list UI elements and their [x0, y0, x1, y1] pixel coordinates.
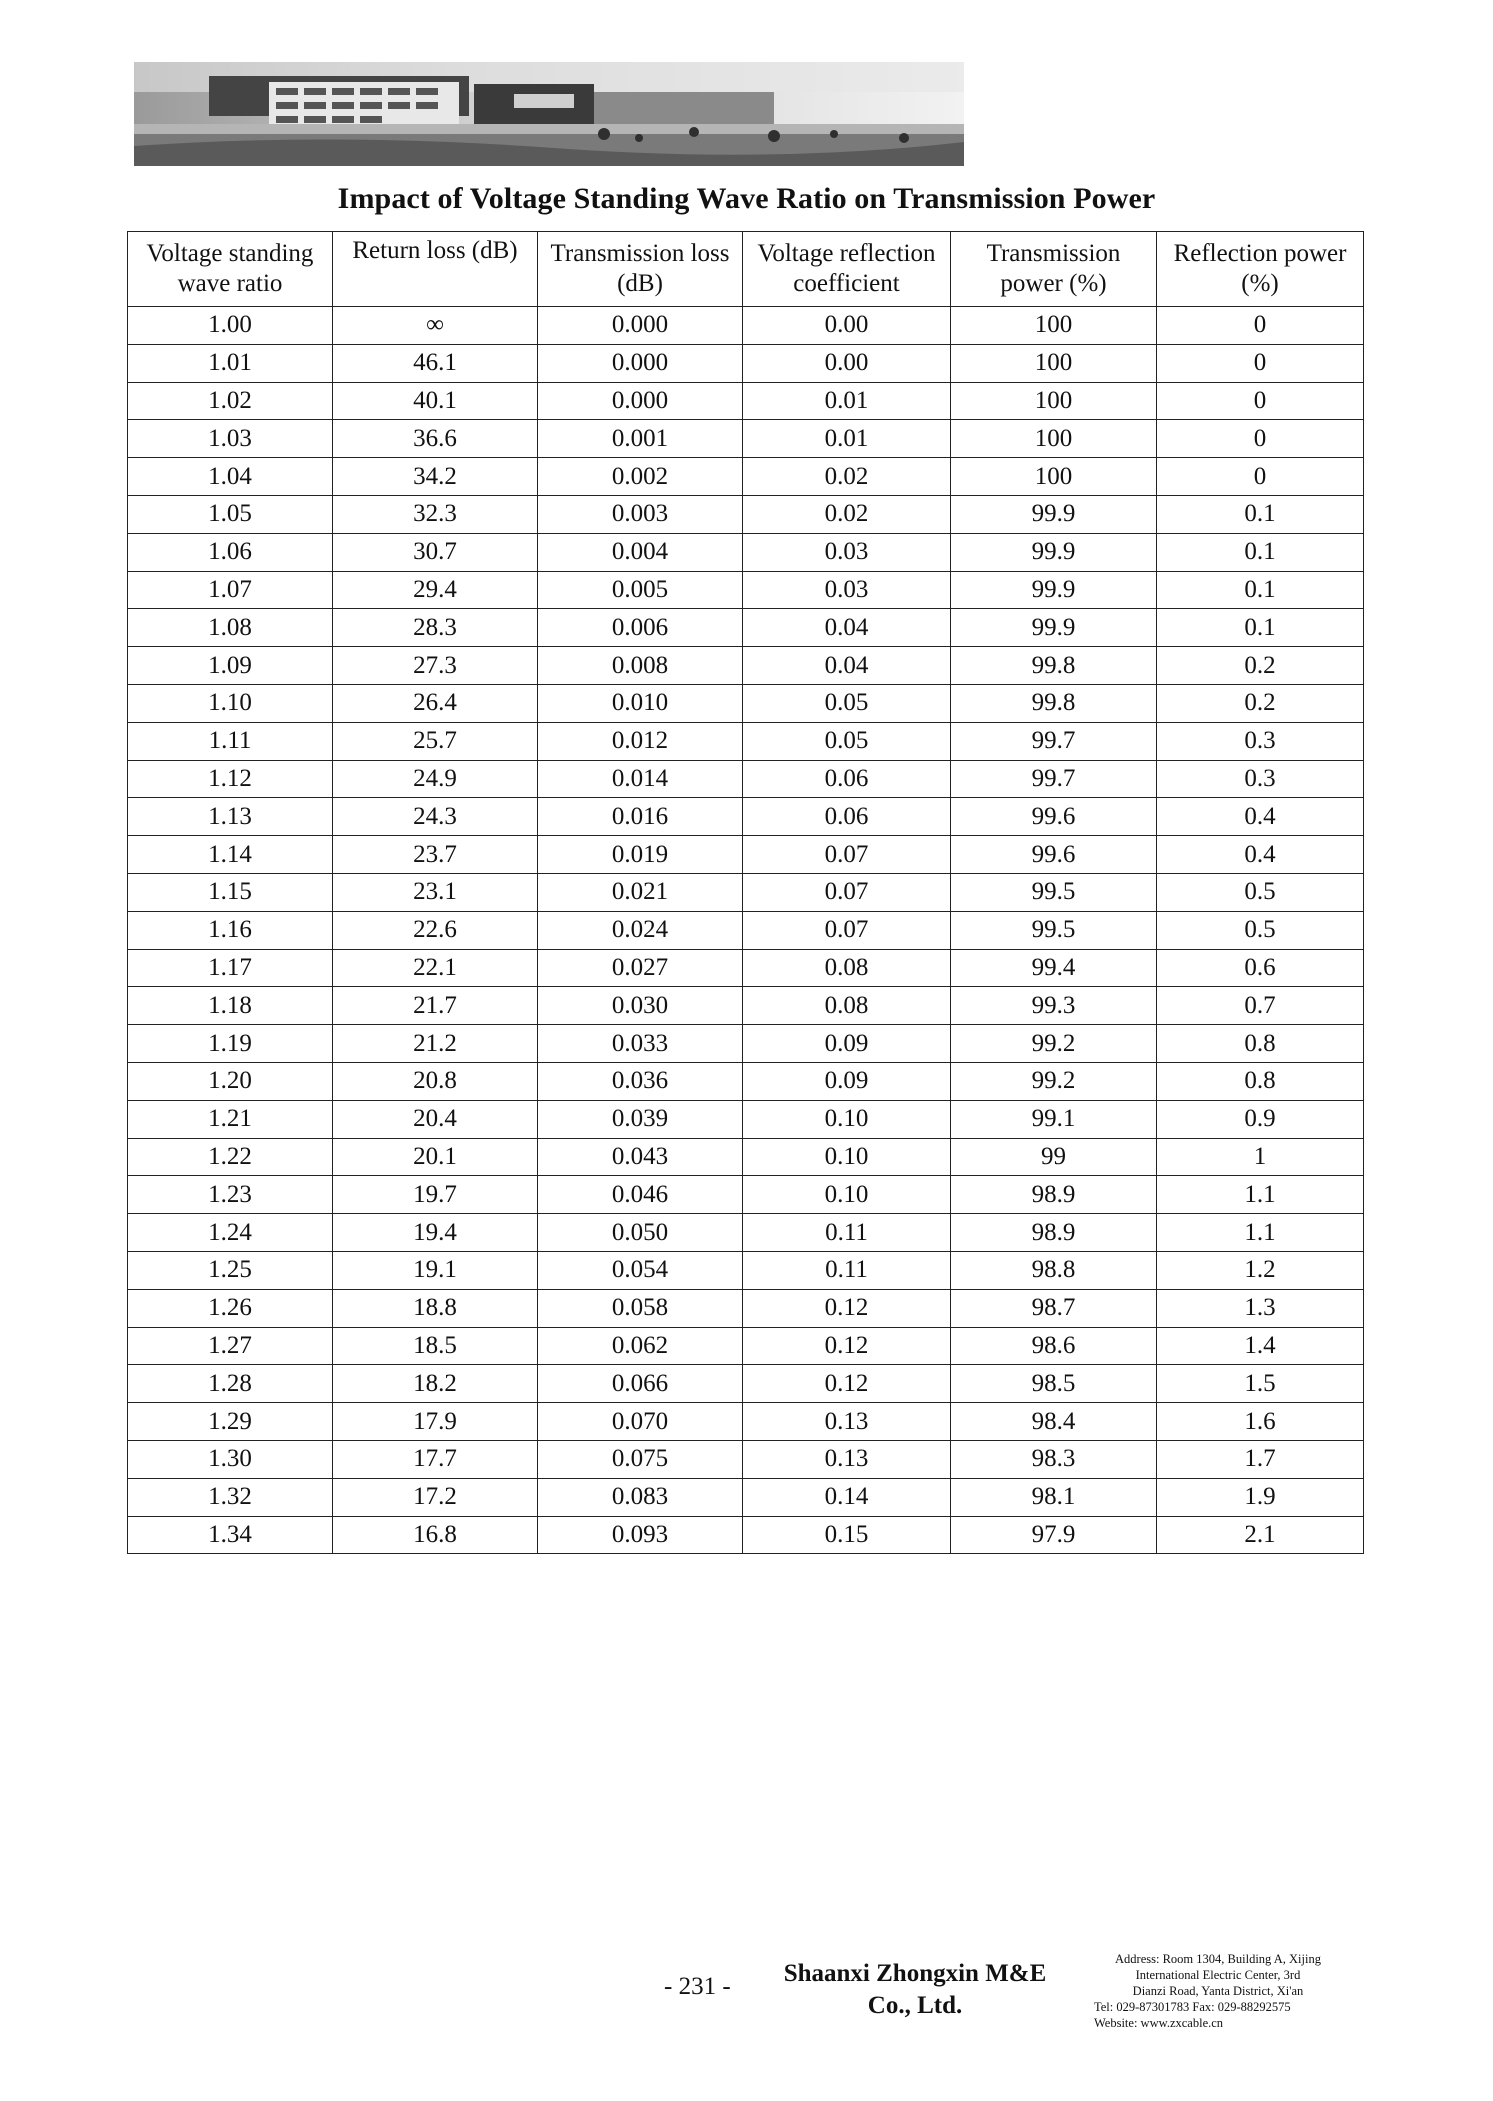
reflection-coefficient-cell: 0.03 — [743, 571, 951, 609]
reflection-power-cell: 0.4 — [1157, 836, 1364, 874]
transmission-loss-cell: 0.046 — [538, 1176, 743, 1214]
reflection-coefficient-cell: 0.13 — [743, 1403, 951, 1441]
table-row — [128, 1214, 1364, 1252]
reflection-power-cell: 2.1 — [1157, 1516, 1364, 1554]
transmission-power-cell: 99.2 — [951, 1025, 1157, 1063]
transmission-loss-cell: 0.003 — [538, 495, 743, 533]
reflection-coefficient-cell: 0.04 — [743, 647, 951, 685]
table-row — [128, 1478, 1364, 1516]
vswr-cell: 1.20 — [128, 1062, 333, 1100]
return-loss-cell: 19.1 — [333, 1251, 538, 1289]
reflection-power-cell: 1.5 — [1157, 1365, 1364, 1403]
return-loss-cell: 20.1 — [333, 1138, 538, 1176]
address-line3: Dianzi Road, Yanta District, Xi'an — [1132, 1984, 1304, 1998]
transmission-loss-cell: 0.030 — [538, 987, 743, 1025]
header-transmission-loss: Transmission loss (dB) — [538, 232, 743, 307]
tel-fax: Tel: 029-87301783 Fax: 029-88292575 — [1094, 2000, 1291, 2014]
transmission-loss-cell: 0.062 — [538, 1327, 743, 1365]
transmission-power-cell: 100 — [951, 307, 1157, 345]
reflection-coefficient-cell: 0.00 — [743, 307, 951, 345]
table-row — [128, 1440, 1364, 1478]
table-row — [128, 987, 1364, 1025]
reflection-coefficient-cell: 0.03 — [743, 533, 951, 571]
vswr-cell: 1.24 — [128, 1214, 333, 1252]
transmission-loss-cell: 0.006 — [538, 609, 743, 647]
reflection-power-cell: 0.3 — [1157, 722, 1364, 760]
reflection-coefficient-cell: 0.06 — [743, 760, 951, 798]
return-loss-cell: 18.2 — [333, 1365, 538, 1403]
transmission-power-cell: 99.2 — [951, 1062, 1157, 1100]
vswr-cell: 1.03 — [128, 420, 333, 458]
company-contact — [1094, 1951, 1342, 2031]
reflection-power-cell: 0.2 — [1157, 647, 1364, 685]
table-row — [128, 1365, 1364, 1403]
table-header-row — [128, 232, 1364, 307]
table-row — [128, 1176, 1364, 1214]
reflection-coefficient-cell: 0.07 — [743, 836, 951, 874]
vswr-cell: 1.25 — [128, 1251, 333, 1289]
reflection-coefficient-cell: 0.08 — [743, 949, 951, 987]
vswr-cell: 1.34 — [128, 1516, 333, 1554]
return-loss-cell: 22.6 — [333, 911, 538, 949]
reflection-coefficient-cell: 0.15 — [743, 1516, 951, 1554]
reflection-power-cell: 0 — [1157, 344, 1364, 382]
transmission-loss-cell: 0.066 — [538, 1365, 743, 1403]
vswr-cell: 1.11 — [128, 722, 333, 760]
return-loss-cell: 18.8 — [333, 1289, 538, 1327]
transmission-power-cell: 99.9 — [951, 609, 1157, 647]
return-loss-cell: 17.2 — [333, 1478, 538, 1516]
reflection-coefficient-cell: 0.13 — [743, 1440, 951, 1478]
transmission-power-cell: 98.1 — [951, 1478, 1157, 1516]
transmission-loss-cell: 0.093 — [538, 1516, 743, 1554]
transmission-power-cell: 99.9 — [951, 495, 1157, 533]
return-loss-cell: 36.6 — [333, 420, 538, 458]
table-row — [128, 760, 1364, 798]
transmission-power-cell: 100 — [951, 420, 1157, 458]
header-transmission-power: Transmission power (%) — [951, 232, 1157, 307]
reflection-coefficient-cell: 0.09 — [743, 1062, 951, 1100]
transmission-loss-cell: 0.021 — [538, 873, 743, 911]
transmission-power-cell: 100 — [951, 344, 1157, 382]
table-row — [128, 609, 1364, 647]
reflection-coefficient-cell: 0.12 — [743, 1327, 951, 1365]
return-loss-cell: 17.7 — [333, 1440, 538, 1478]
header-reflection-power: Reflection power (%) — [1157, 232, 1364, 307]
company-name — [760, 1958, 1070, 2022]
vswr-cell: 1.19 — [128, 1025, 333, 1063]
page-title: Impact of Voltage Standing Wave Ratio on Transmission Power — [337, 182, 1156, 215]
reflection-power-cell: 0 — [1157, 307, 1364, 345]
transmission-power-cell: 99.9 — [951, 533, 1157, 571]
reflection-coefficient-cell: 0.10 — [743, 1176, 951, 1214]
reflection-coefficient-cell: 0.12 — [743, 1289, 951, 1327]
reflection-power-cell: 0.1 — [1157, 495, 1364, 533]
transmission-loss-cell: 0.000 — [538, 307, 743, 345]
vswr-cell: 1.22 — [128, 1138, 333, 1176]
reflection-power-cell: 0 — [1157, 382, 1364, 420]
transmission-loss-cell: 0.075 — [538, 1440, 743, 1478]
page-number: - 231 - — [664, 1973, 731, 2000]
transmission-loss-cell: 0.070 — [538, 1403, 743, 1441]
reflection-power-cell: 1.2 — [1157, 1251, 1364, 1289]
return-loss-cell: 24.3 — [333, 798, 538, 836]
vswr-cell: 1.08 — [128, 609, 333, 647]
transmission-power-cell: 98.7 — [951, 1289, 1157, 1327]
table-row — [128, 1251, 1364, 1289]
vswr-cell: 1.04 — [128, 458, 333, 496]
reflection-coefficient-cell: 0.09 — [743, 1025, 951, 1063]
transmission-power-cell: 99 — [951, 1138, 1157, 1176]
reflection-coefficient-cell: 0.06 — [743, 798, 951, 836]
reflection-power-cell: 1.6 — [1157, 1403, 1364, 1441]
return-loss-cell: 18.5 — [333, 1327, 538, 1365]
reflection-power-cell: 0.1 — [1157, 609, 1364, 647]
reflection-power-cell: 1.9 — [1157, 1478, 1364, 1516]
return-loss-cell: 23.7 — [333, 836, 538, 874]
return-loss-cell: ∞ — [333, 307, 538, 345]
reflection-power-cell: 1.7 — [1157, 1440, 1364, 1478]
reflection-power-cell: 1.3 — [1157, 1289, 1364, 1327]
transmission-power-cell: 99.4 — [951, 949, 1157, 987]
transmission-power-cell: 98.9 — [951, 1176, 1157, 1214]
reflection-coefficient-cell: 0.07 — [743, 873, 951, 911]
reflection-coefficient-cell: 0.00 — [743, 344, 951, 382]
address-line1: Address: Room 1304, Building A, Xijing — [1115, 1952, 1321, 1966]
reflection-coefficient-cell: 0.10 — [743, 1138, 951, 1176]
return-loss-cell: 16.8 — [333, 1516, 538, 1554]
transmission-loss-cell: 0.036 — [538, 1062, 743, 1100]
transmission-loss-cell: 0.004 — [538, 533, 743, 571]
vswr-cell: 1.32 — [128, 1478, 333, 1516]
vswr-cell: 1.26 — [128, 1289, 333, 1327]
transmission-power-cell: 98.5 — [951, 1365, 1157, 1403]
transmission-power-cell: 98.9 — [951, 1214, 1157, 1252]
vswr-cell: 1.29 — [128, 1403, 333, 1441]
return-loss-cell: 21.7 — [333, 987, 538, 1025]
table-row — [128, 836, 1364, 874]
return-loss-cell: 22.1 — [333, 949, 538, 987]
reflection-power-cell: 0.5 — [1157, 911, 1364, 949]
transmission-loss-cell: 0.012 — [538, 722, 743, 760]
table-row — [128, 1403, 1364, 1441]
transmission-power-cell: 97.9 — [951, 1516, 1157, 1554]
transmission-loss-cell: 0.058 — [538, 1289, 743, 1327]
vswr-cell: 1.07 — [128, 571, 333, 609]
transmission-power-cell: 98.3 — [951, 1440, 1157, 1478]
vswr-cell: 1.21 — [128, 1100, 333, 1138]
transmission-loss-cell: 0.019 — [538, 836, 743, 874]
header-reflection-coefficient: Voltage reflection coefficient — [743, 232, 951, 307]
vswr-cell: 1.05 — [128, 495, 333, 533]
vswr-cell: 1.18 — [128, 987, 333, 1025]
reflection-power-cell: 0 — [1157, 458, 1364, 496]
table-row — [128, 382, 1364, 420]
transmission-power-cell: 99.8 — [951, 684, 1157, 722]
transmission-loss-cell: 0.014 — [538, 760, 743, 798]
reflection-power-cell: 0 — [1157, 420, 1364, 458]
reflection-coefficient-cell: 0.10 — [743, 1100, 951, 1138]
reflection-power-cell: 0.8 — [1157, 1062, 1364, 1100]
transmission-loss-cell: 0.083 — [538, 1478, 743, 1516]
vswr-cell: 1.12 — [128, 760, 333, 798]
transmission-loss-cell: 0.000 — [538, 344, 743, 382]
table-row — [128, 344, 1364, 382]
reflection-power-cell: 1.1 — [1157, 1176, 1364, 1214]
vswr-cell: 1.23 — [128, 1176, 333, 1214]
transmission-loss-cell: 0.024 — [538, 911, 743, 949]
return-loss-cell: 26.4 — [333, 684, 538, 722]
return-loss-cell: 27.3 — [333, 647, 538, 685]
transmission-power-cell: 99.5 — [951, 911, 1157, 949]
reflection-power-cell: 0.9 — [1157, 1100, 1364, 1138]
reflection-power-cell: 0.3 — [1157, 760, 1364, 798]
vswr-cell: 1.17 — [128, 949, 333, 987]
transmission-power-cell: 99.6 — [951, 836, 1157, 874]
reflection-coefficient-cell: 0.07 — [743, 911, 951, 949]
reflection-coefficient-cell: 0.08 — [743, 987, 951, 1025]
table-row — [128, 495, 1364, 533]
header-vswr: Voltage standing wave ratio — [128, 232, 333, 307]
reflection-coefficient-cell: 0.11 — [743, 1251, 951, 1289]
reflection-coefficient-cell: 0.11 — [743, 1214, 951, 1252]
reflection-power-cell: 0.4 — [1157, 798, 1364, 836]
table-row — [128, 911, 1364, 949]
reflection-power-cell: 1 — [1157, 1138, 1364, 1176]
vswr-table — [127, 231, 1364, 1554]
transmission-loss-cell: 0.043 — [538, 1138, 743, 1176]
return-loss-cell: 34.2 — [333, 458, 538, 496]
table-row — [128, 1138, 1364, 1176]
vswr-cell: 1.06 — [128, 533, 333, 571]
table-body — [128, 307, 1364, 1554]
transmission-loss-cell: 0.002 — [538, 458, 743, 496]
table-row — [128, 420, 1364, 458]
reflection-coefficient-cell: 0.12 — [743, 1365, 951, 1403]
return-loss-cell: 28.3 — [333, 609, 538, 647]
transmission-power-cell: 99.7 — [951, 722, 1157, 760]
company-name-line1: Shaanxi Zhongxin M&E — [783, 1960, 1047, 1987]
transmission-power-cell: 99.8 — [951, 647, 1157, 685]
vswr-cell: 1.30 — [128, 1440, 333, 1478]
transmission-power-cell: 99.9 — [951, 571, 1157, 609]
vswr-cell: 1.13 — [128, 798, 333, 836]
reflection-power-cell: 0.7 — [1157, 987, 1364, 1025]
vswr-cell: 1.01 — [128, 344, 333, 382]
transmission-loss-cell: 0.010 — [538, 684, 743, 722]
return-loss-cell: 46.1 — [333, 344, 538, 382]
table-row — [128, 1327, 1364, 1365]
header-return-loss: Return loss (dB) — [333, 232, 538, 307]
return-loss-cell: 20.4 — [333, 1100, 538, 1138]
reflection-coefficient-cell: 0.05 — [743, 722, 951, 760]
reflection-power-cell: 0.1 — [1157, 533, 1364, 571]
reflection-coefficient-cell: 0.14 — [743, 1478, 951, 1516]
transmission-power-cell: 99.7 — [951, 760, 1157, 798]
transmission-loss-cell: 0.050 — [538, 1214, 743, 1252]
return-loss-cell: 32.3 — [333, 495, 538, 533]
table-row — [128, 798, 1364, 836]
vswr-cell: 1.00 — [128, 307, 333, 345]
table-row — [128, 949, 1364, 987]
vswr-cell: 1.14 — [128, 836, 333, 874]
reflection-power-cell: 0.8 — [1157, 1025, 1364, 1063]
reflection-power-cell: 1.4 — [1157, 1327, 1364, 1365]
reflection-coefficient-cell: 0.01 — [743, 420, 951, 458]
vswr-cell: 1.09 — [128, 647, 333, 685]
return-loss-cell: 21.2 — [333, 1025, 538, 1063]
return-loss-cell: 29.4 — [333, 571, 538, 609]
table-row — [128, 571, 1364, 609]
transmission-power-cell: 100 — [951, 382, 1157, 420]
transmission-power-cell: 98.8 — [951, 1251, 1157, 1289]
reflection-power-cell: 1.1 — [1157, 1214, 1364, 1252]
reflection-coefficient-cell: 0.01 — [743, 382, 951, 420]
transmission-loss-cell: 0.054 — [538, 1251, 743, 1289]
vswr-cell: 1.02 — [128, 382, 333, 420]
return-loss-cell: 25.7 — [333, 722, 538, 760]
table-row — [128, 458, 1364, 496]
transmission-loss-cell: 0.005 — [538, 571, 743, 609]
return-loss-cell: 19.4 — [333, 1214, 538, 1252]
transmission-loss-cell: 0.001 — [538, 420, 743, 458]
reflection-power-cell: 0.2 — [1157, 684, 1364, 722]
reflection-power-cell: 0.5 — [1157, 873, 1364, 911]
transmission-loss-cell: 0.000 — [538, 382, 743, 420]
table-row — [128, 1289, 1364, 1327]
reflection-coefficient-cell: 0.02 — [743, 495, 951, 533]
website: Website: www.zxcable.cn — [1094, 2016, 1224, 2030]
table-row — [128, 533, 1364, 571]
reflection-power-cell: 0.1 — [1157, 571, 1364, 609]
table-row — [128, 1025, 1364, 1063]
reflection-coefficient-cell: 0.05 — [743, 684, 951, 722]
reflection-power-cell: 0.6 — [1157, 949, 1364, 987]
transmission-loss-cell: 0.008 — [538, 647, 743, 685]
header-banner-image — [134, 62, 964, 166]
vswr-cell: 1.15 — [128, 873, 333, 911]
transmission-power-cell: 99.5 — [951, 873, 1157, 911]
building-photo-icon — [134, 62, 964, 166]
transmission-loss-cell: 0.016 — [538, 798, 743, 836]
transmission-loss-cell: 0.033 — [538, 1025, 743, 1063]
vswr-cell: 1.10 — [128, 684, 333, 722]
return-loss-cell: 17.9 — [333, 1403, 538, 1441]
company-name-line2: Co., Ltd. — [867, 1992, 963, 2019]
table-row — [128, 1100, 1364, 1138]
table-row — [128, 722, 1364, 760]
transmission-power-cell: 99.3 — [951, 987, 1157, 1025]
return-loss-cell: 19.7 — [333, 1176, 538, 1214]
vswr-cell: 1.27 — [128, 1327, 333, 1365]
reflection-coefficient-cell: 0.04 — [743, 609, 951, 647]
transmission-power-cell: 99.1 — [951, 1100, 1157, 1138]
transmission-loss-cell: 0.027 — [538, 949, 743, 987]
table-row — [128, 684, 1364, 722]
table-row — [128, 647, 1364, 685]
transmission-power-cell: 98.6 — [951, 1327, 1157, 1365]
transmission-power-cell: 100 — [951, 458, 1157, 496]
table-row — [128, 1516, 1364, 1554]
reflection-coefficient-cell: 0.02 — [743, 458, 951, 496]
transmission-power-cell: 98.4 — [951, 1403, 1157, 1441]
return-loss-cell: 30.7 — [333, 533, 538, 571]
address-line2: International Electric Center, 3rd — [1135, 1968, 1301, 1982]
transmission-power-cell: 99.6 — [951, 798, 1157, 836]
transmission-loss-cell: 0.039 — [538, 1100, 743, 1138]
return-loss-cell: 24.9 — [333, 760, 538, 798]
return-loss-cell: 20.8 — [333, 1062, 538, 1100]
vswr-cell: 1.28 — [128, 1365, 333, 1403]
table-row — [128, 873, 1364, 911]
table-row — [128, 307, 1364, 345]
vswr-cell: 1.16 — [128, 911, 333, 949]
return-loss-cell: 40.1 — [333, 382, 538, 420]
table-row — [128, 1062, 1364, 1100]
return-loss-cell: 23.1 — [333, 873, 538, 911]
